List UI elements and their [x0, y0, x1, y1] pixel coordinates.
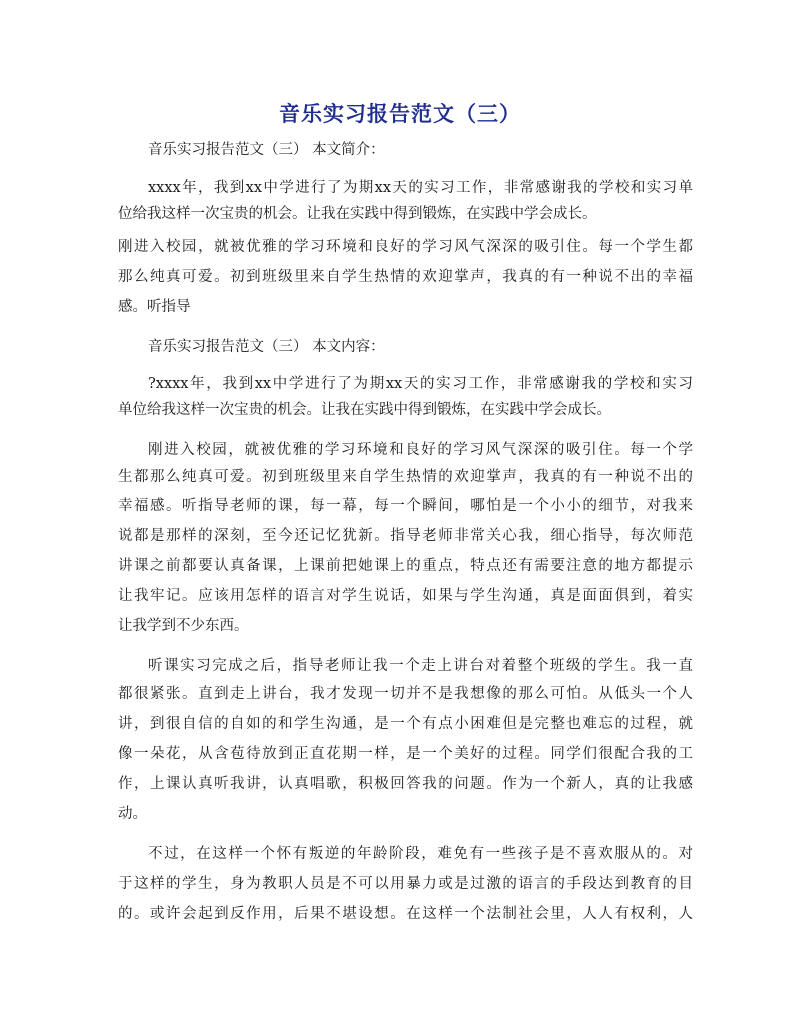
paragraph-line: 听课实习完成之后，指导老师让我一个走上讲台对着整个班级的学生。我一直: [148, 658, 693, 674]
paragraph-line: 让我牢记。应该用怎样的语言对学生说话，如果与学生沟通，真是面面俱到，着实: [118, 588, 693, 604]
document-title: 音乐实习报告范文（三）: [279, 102, 521, 126]
paragraph-line: 说都是那样的深刻，至今还记忆犹新。指导老师非常关心我，细心指导，每次师范: [118, 528, 693, 544]
paragraph-line: 生都那么纯真可爱。初到班级里来自学生热情的欢迎掌声，我真的有一种说不出的: [118, 469, 693, 485]
paragraph-line: 的。或许会起到反作用，后果不堪设想。在这样一个法制社会里，人人有权利，人: [118, 906, 693, 922]
paragraph-line: 像一朵花，从含苞待放到正直花期一样，是一个美好的过程。同学们很配合我的工: [118, 746, 693, 762]
paragraph-line: 位给我这样一次宝贵的机会。让我在实践中得到锻炼，在实践中学会成长。: [118, 206, 597, 222]
paragraph-line: 讲课之前都要认真备课，上课前把她课上的重点，特点还有需要注意的地方都提示: [118, 558, 693, 574]
paragraph-line: 刚进入校园，就被优雅的学习环境和良好的学习风气深深的吸引住。每一个学生都: [118, 239, 693, 255]
paragraph-line: 那么纯真可爱。初到班级里来自学生热情的欢迎掌声，我真的有一种说不出的幸福: [118, 269, 693, 285]
paragraph-line: 单位给我这样一次宝贵的机会。让我在实践中得到锻炼，在实践中学会成长。: [118, 402, 611, 418]
paragraph-line: 幸福感。听指导老师的课，每一幕，每一个瞬间，哪怕是一个小小的细节，对我来: [118, 498, 693, 514]
paragraph-line: 动。: [118, 806, 147, 822]
paragraph-line: 讲，到很自信的自如的和学生沟通，是一个有点小困难但是完整也难忘的过程，就: [118, 716, 693, 732]
paragraph-line: 感。听指导: [118, 299, 191, 315]
paragraph-line: xxxx年，我到xx中学进行了为期xx天的实习工作，非常感谢我的学校和实习单: [148, 180, 693, 196]
paragraph-line: 作，上课认真听我讲，认真唱歌，积极回答我的问题。作为一个新人，真的让我感: [118, 776, 693, 792]
paragraph-line: 都很紧张。直到走上讲台，我才发现一切并不是我想像的那么可怕。从低头一个人: [118, 686, 693, 702]
paragraph-line: 不过，在这样一个怀有叛逆的年龄阶段，难免有一些孩子是不喜欢服从的。对: [148, 846, 693, 862]
intro-heading: 音乐实习报告范文（三） 本文简介：: [148, 142, 385, 158]
paragraph-line: 让我学到不少东西。: [118, 618, 249, 634]
content-heading: 音乐实习报告范文（三） 本文内容：: [148, 339, 385, 355]
paragraph-line: 刚进入校园，就被优雅的学习环境和良好的学习风气深深的吸引住。每一个学: [148, 442, 693, 458]
paragraph-line: 于这样的学生，身为教职人员是不可以用暴力或是过激的语言的手段达到教育的目: [118, 876, 693, 892]
paragraph-line: ?xxxx年，我到xx中学进行了为期xx天的实习工作，非常感谢我的学校和实习: [148, 376, 693, 392]
